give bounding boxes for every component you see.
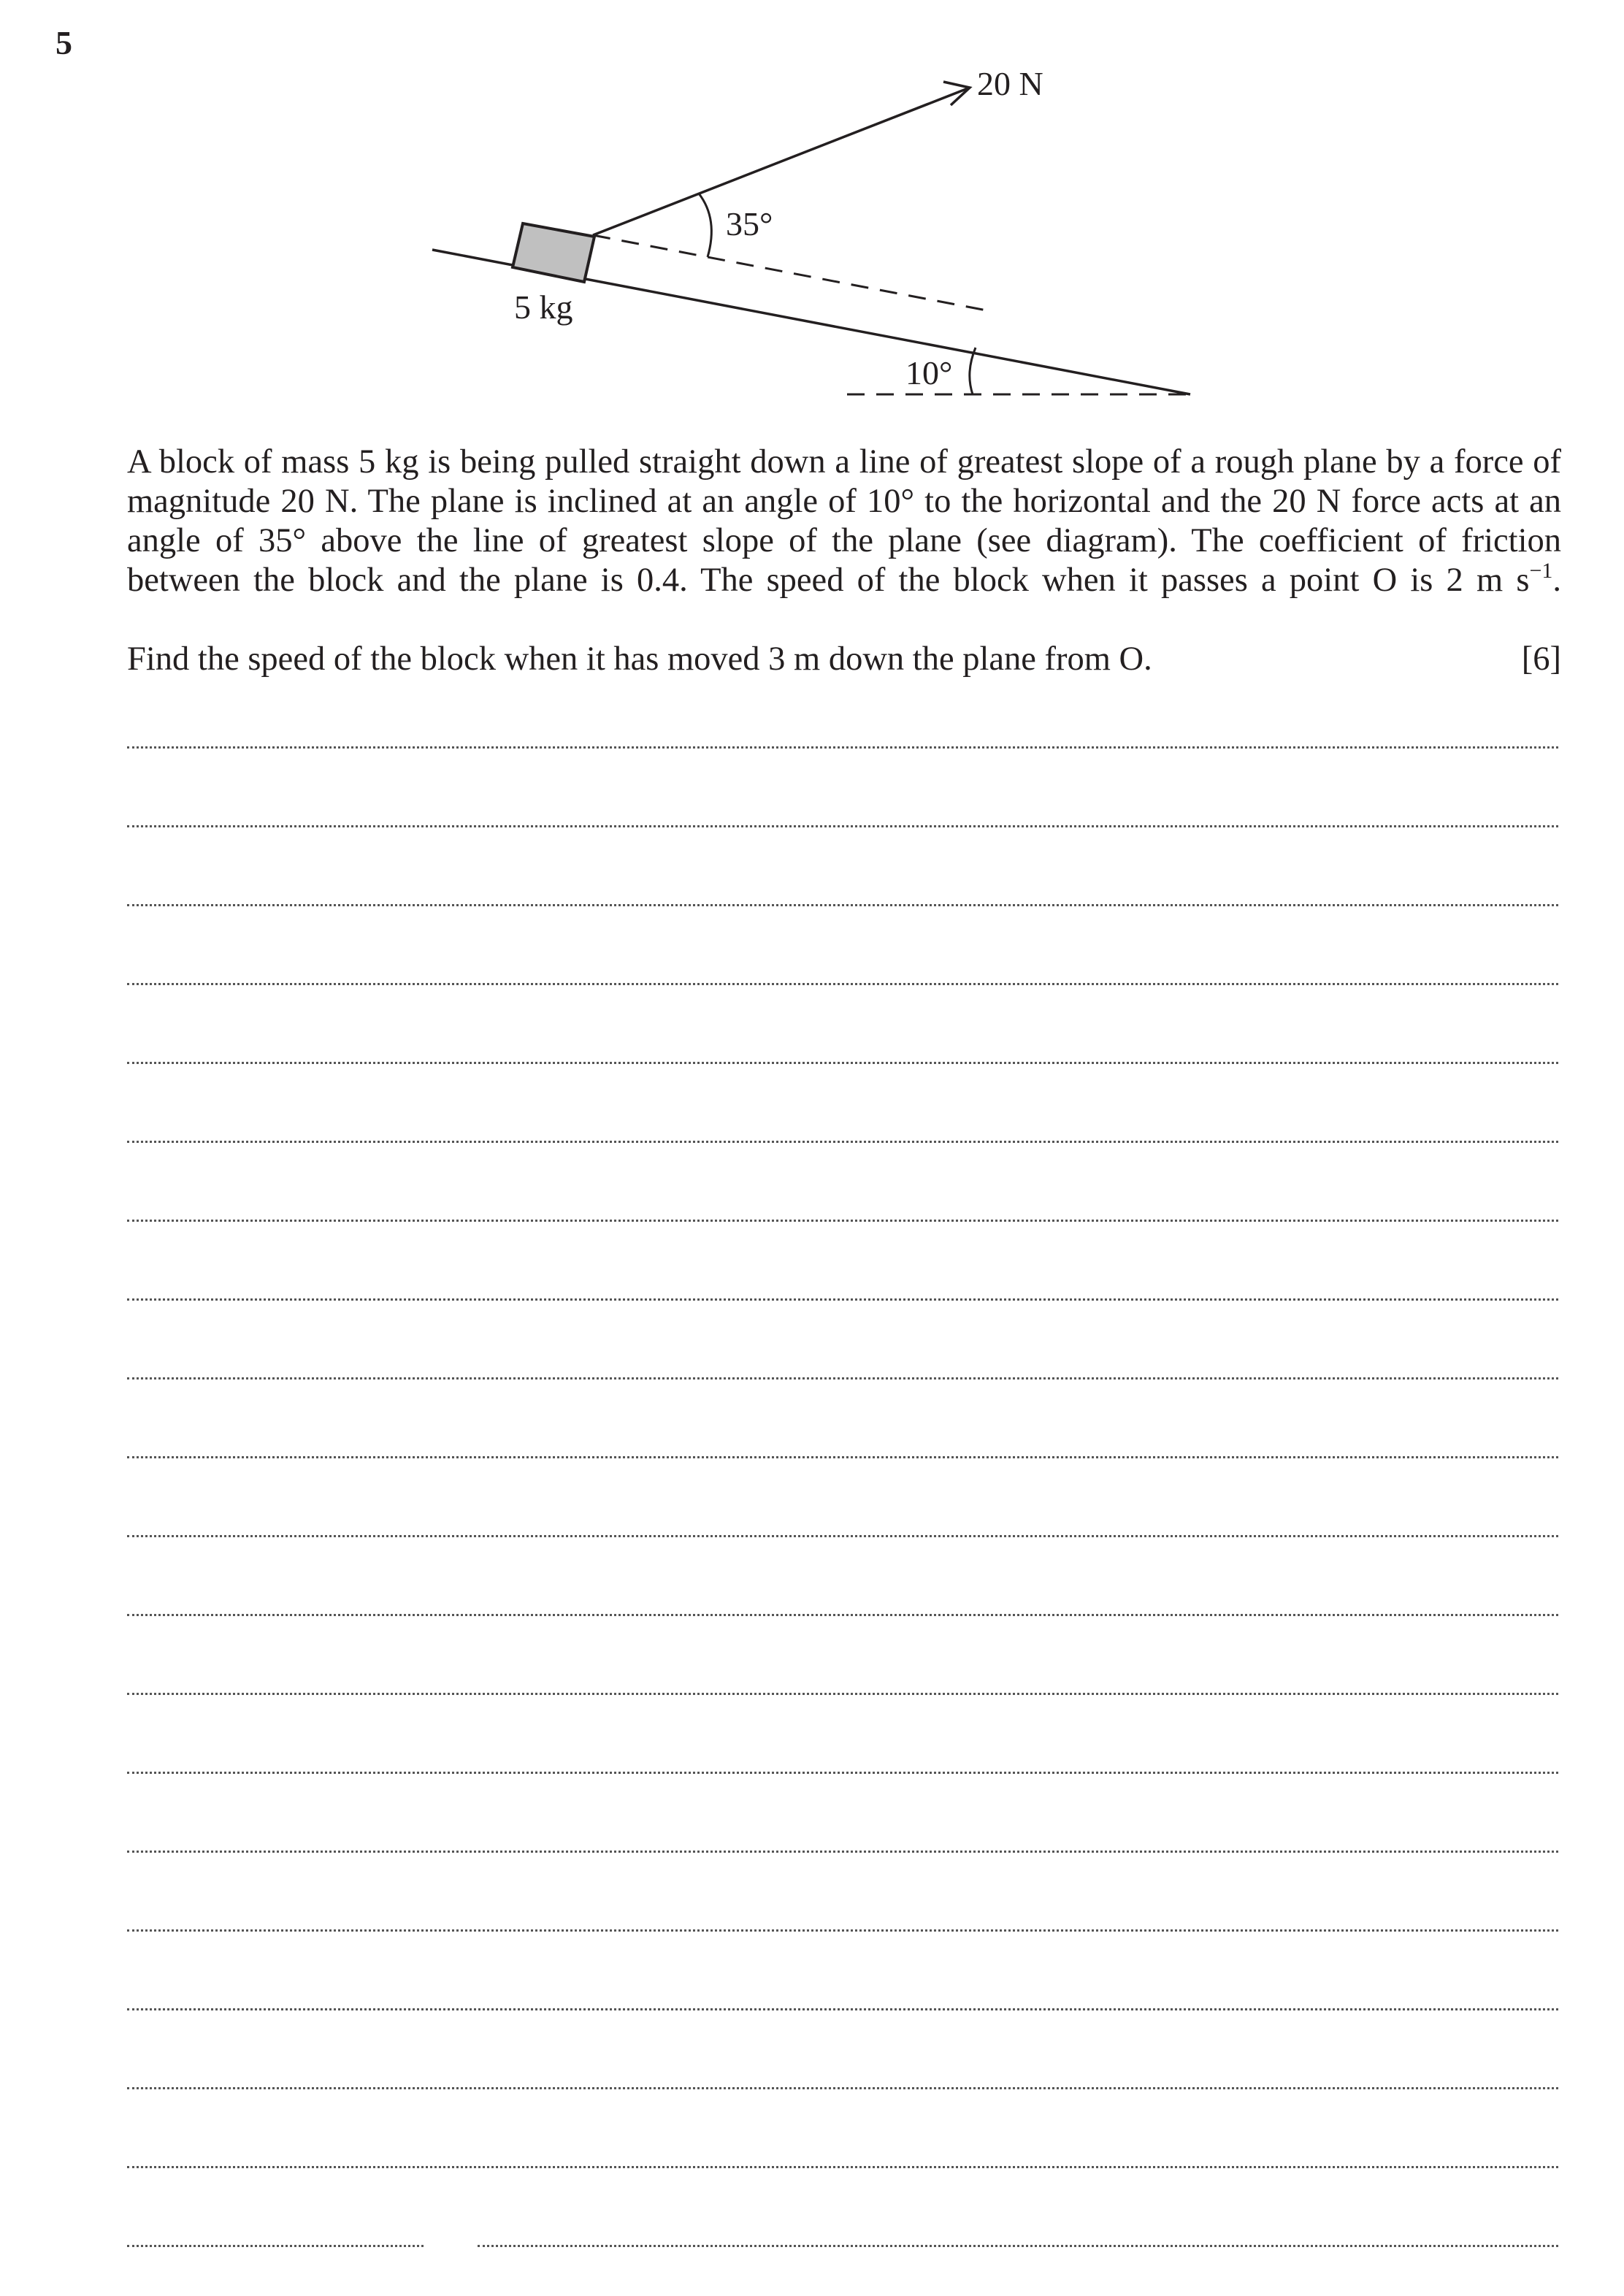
answer-line[interactable] [127,1377,1558,1379]
answer-line[interactable] [127,825,1558,827]
answer-line[interactable] [127,1614,1558,1616]
speed-unit-exponent: −1 [1529,559,1553,583]
answer-line[interactable] [127,1851,1558,1853]
question-number: 5 [55,24,72,61]
answer-line[interactable] [127,983,1558,985]
answer-line[interactable] [127,1298,1558,1301]
answer-line[interactable] [127,1929,1558,1932]
answer-line[interactable] [127,904,1558,906]
answer-line-short-left[interactable] [127,2245,424,2247]
answer-line[interactable] [127,746,1558,749]
mass-label: 5 kg [514,288,573,326]
answer-line-short-right[interactable] [478,2245,1558,2247]
answer-area[interactable] [127,0,1561,2296]
answer-line[interactable] [127,1141,1558,1143]
answer-line[interactable] [127,1772,1558,1774]
force-label: 20 N [977,65,1043,102]
marks-badge: [6] [1521,640,1561,678]
incline-angle-label: 10° [905,354,953,391]
answer-line[interactable] [127,2008,1558,2010]
task-text: Find the speed of the block when it has moved 3 m down the plane from O. [127,640,1152,678]
question-end: . [1552,562,1561,599]
answer-line[interactable] [127,1535,1558,1537]
answer-line[interactable] [127,1456,1558,1458]
answer-line[interactable] [127,2166,1558,2168]
answer-line[interactable] [127,2087,1558,2089]
force-angle-label: 35° [726,205,773,242]
answer-line[interactable] [127,1062,1558,1064]
question-body: A block of mass 5 kg is being pulled straight down a line of greatest slope of a rough plane by a force of magnitude 20 N. The plane is inclined at an angle of 10° to the horizontal and the 20 N force acts at an angle of 35° above the line of greatest slope of the plane (see diagram). The coefficient of friction between the block and the plane is 0.4. The speed of the block when it passes a point O is 2 m s [127,443,1561,599]
answer-line[interactable] [127,1693,1558,1695]
answer-line[interactable] [127,1220,1558,1222]
